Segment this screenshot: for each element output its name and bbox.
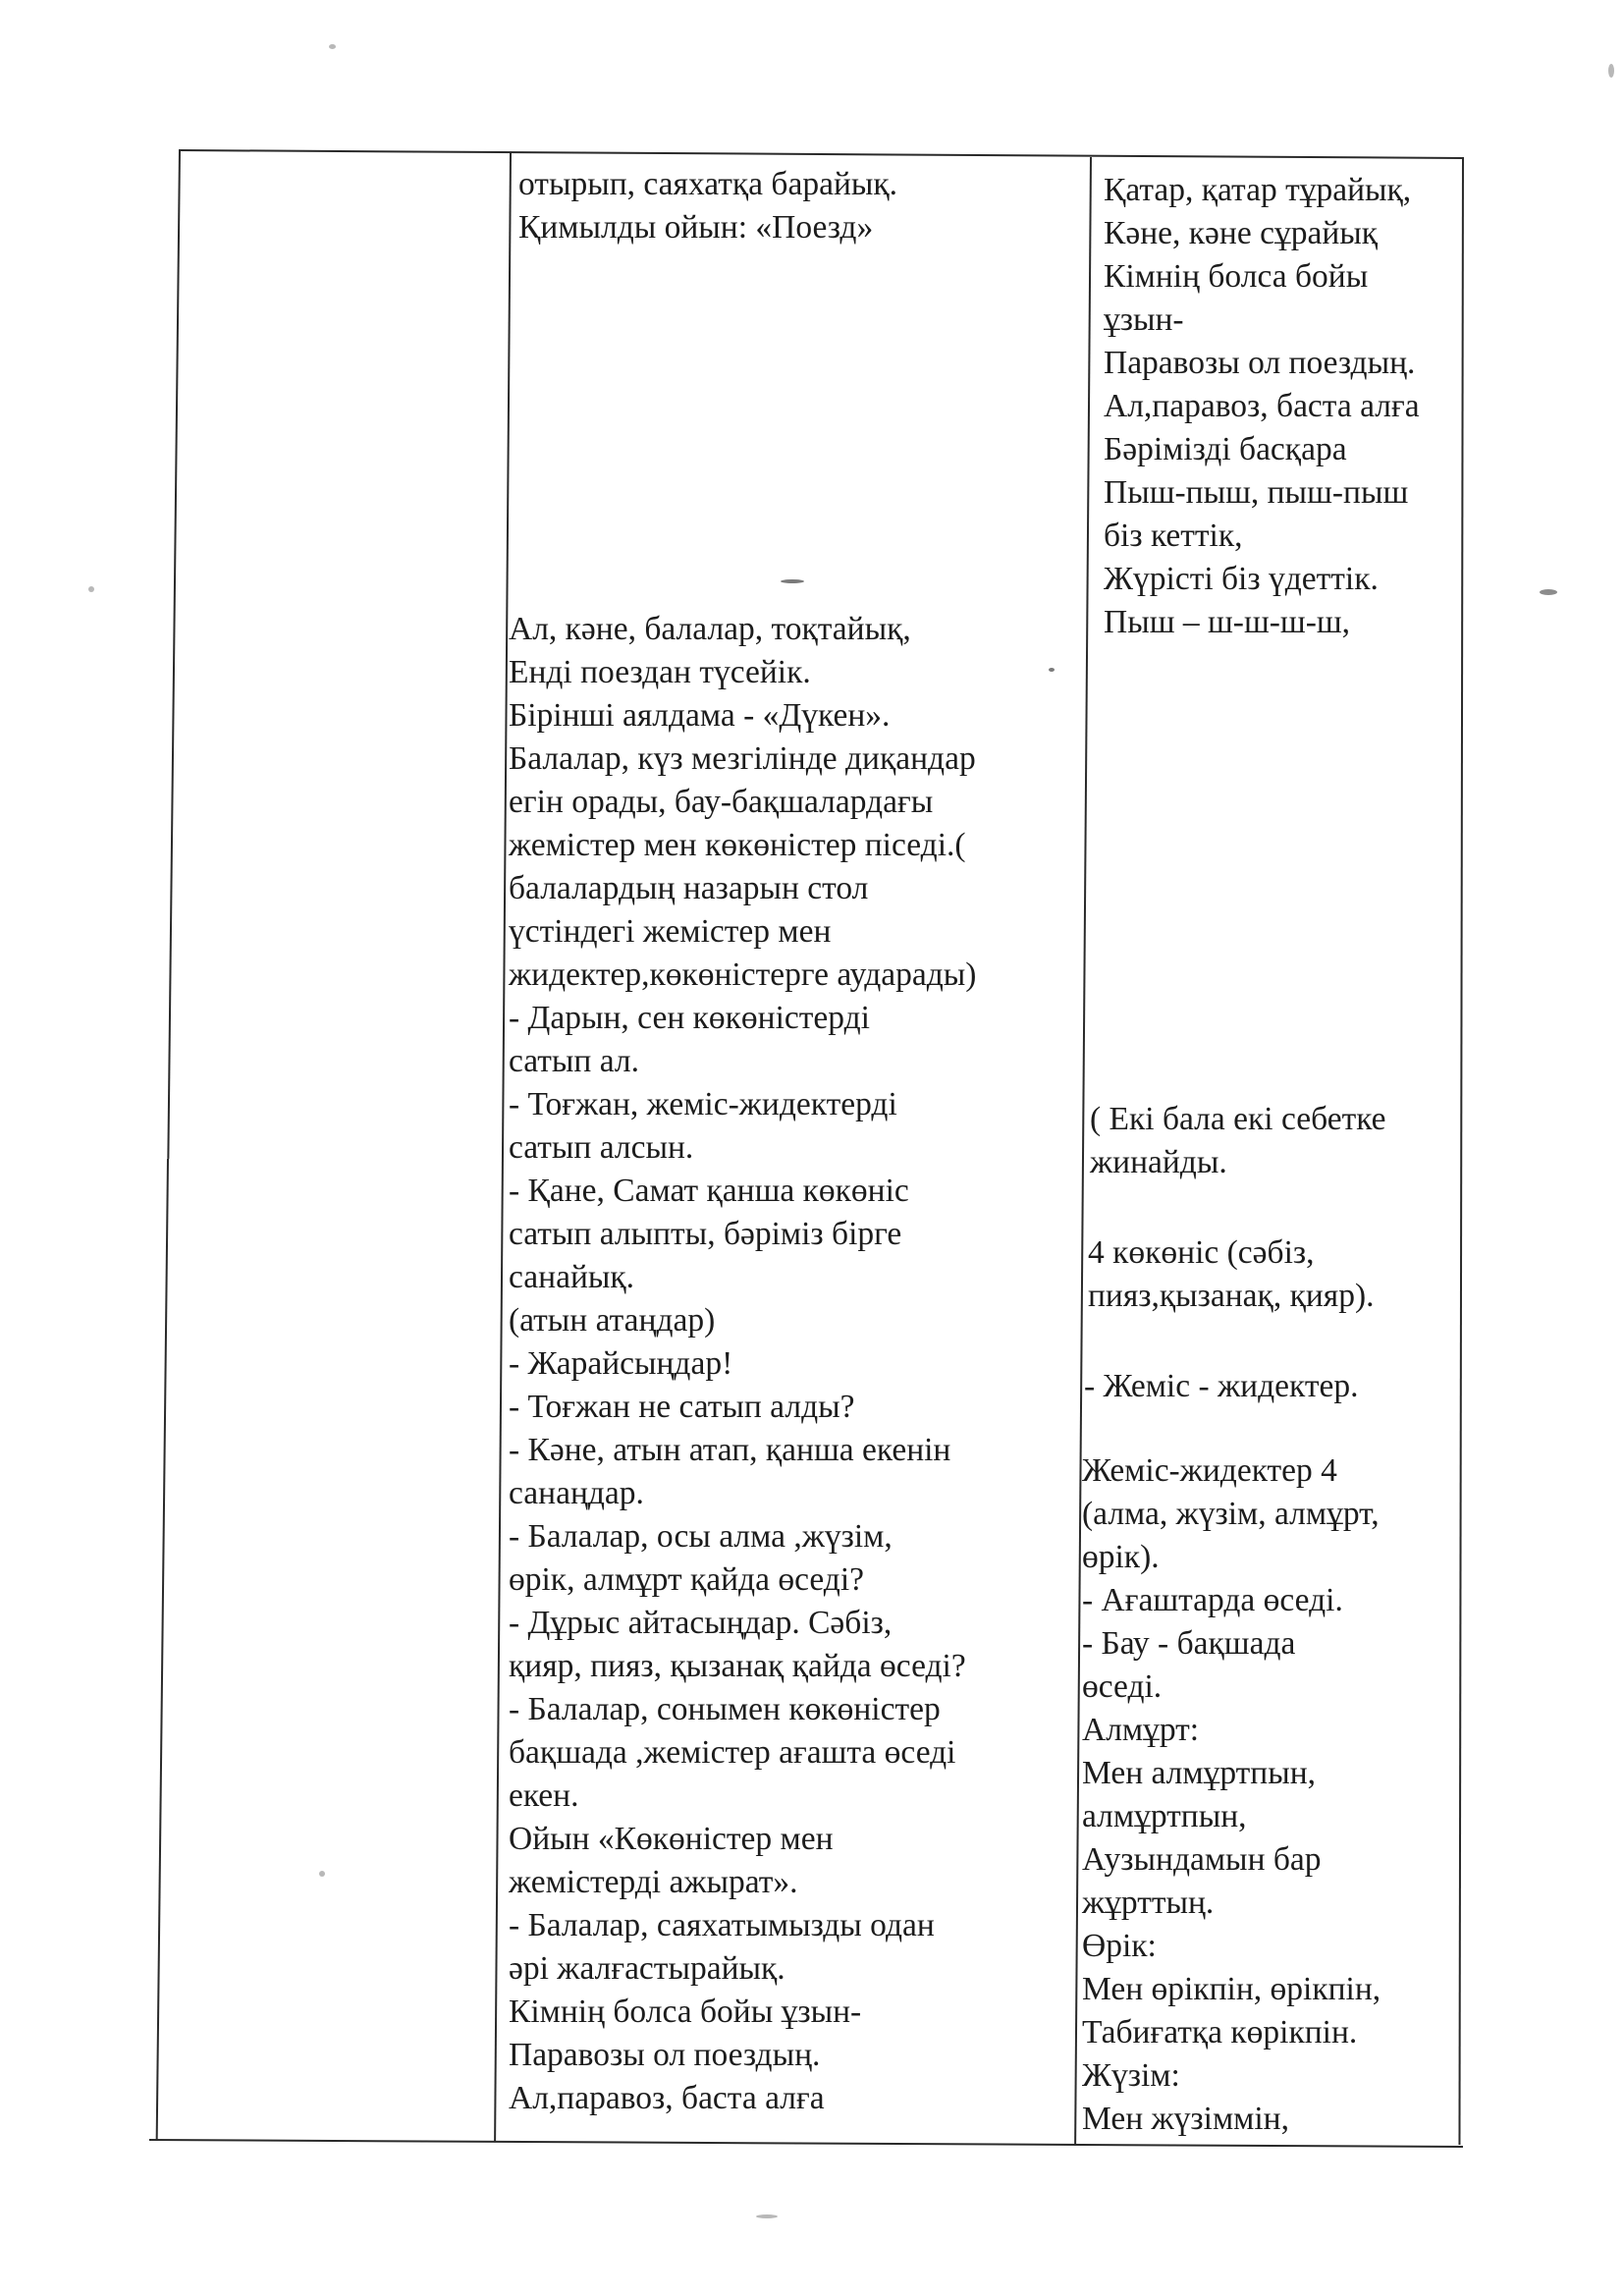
text-line: Жеміс-жидектер 4: [1082, 1452, 1337, 1489]
text-line: Енді поездан түсейік.: [509, 654, 811, 690]
text-line: отырып, саяхатқа барайық.: [518, 166, 898, 202]
text-line: жинайды.: [1090, 1144, 1227, 1180]
right-column-note-fruits: [1084, 1365, 1358, 1408]
text-line: жемістер мен көкөністер піседі.(: [509, 827, 966, 863]
text-line: Аузындамын бар: [1082, 1841, 1322, 1878]
text-line: санаңдар.: [509, 1475, 644, 1511]
text-line: Ал,паравоз, баста алға: [1104, 388, 1420, 424]
text-line: Мен өрікпін, өрікпін,: [1082, 1971, 1381, 2007]
table-left-border-lower: [156, 1159, 169, 2141]
text-line: - Дұрыс айтасыңдар. Сәбіз,: [509, 1605, 893, 1641]
text-line: - Тоғжан, жеміс-жидектерді: [509, 1086, 897, 1122]
text-line: үстіндегі жемістер мен: [509, 913, 832, 950]
scan-speck: [319, 1871, 325, 1877]
text-line: - Бау - бақшада: [1082, 1625, 1296, 1662]
right-column-poem: [1104, 169, 1420, 644]
text-line: - Ағаштарда өседі.: [1082, 1582, 1343, 1618]
text-line: - Балалар, саяхатымызды одан: [509, 1907, 935, 1943]
text-line: екен.: [509, 1777, 579, 1814]
scan-speck: [1540, 589, 1557, 595]
text-line: Пыш – ш-ш-ш-ш,: [1104, 604, 1351, 640]
text-line: Табиғатқа көрікпін.: [1082, 2014, 1358, 2050]
middle-column-lesson-text: [509, 608, 976, 2120]
text-line: Балалар, күз мезгілінде диқандар: [509, 740, 976, 777]
text-line: Өрік:: [1082, 1928, 1157, 1964]
text-line: - Қане, Самат қанша көкөніс: [509, 1173, 909, 1209]
text-line: Қимылды ойын: «Поезд»: [518, 209, 874, 246]
right-column-note-baskets: [1090, 1098, 1386, 1184]
text-line: Кімнің болса бойы: [1104, 258, 1369, 295]
text-line: Ал, кәне, балалар, тоқтайық,: [509, 611, 911, 647]
text-line: біз кеттік,: [1104, 518, 1243, 554]
table-right-border: [1458, 157, 1464, 2145]
text-line: - Жеміс - жидектер.: [1084, 1368, 1359, 1404]
text-line: Мен алмұртпын,: [1082, 1755, 1317, 1791]
text-line: егін орады, бау-бақшалардағы: [509, 784, 934, 820]
text-line: жемістерді ажырат».: [509, 1864, 798, 1900]
text-line: Ал,паравоз, баста алға: [509, 2080, 825, 2116]
text-line: Кәне, кәне сұрайық: [1104, 215, 1379, 251]
scan-speck: [88, 586, 94, 592]
text-line: Бірінші аялдама - «Дүкен».: [509, 697, 891, 734]
scan-speck: [781, 579, 804, 583]
text-line: (алма, жүзім, алмұрт,: [1082, 1496, 1380, 1532]
table-top-border: [180, 149, 1462, 159]
text-line: сатып алсын.: [509, 1129, 694, 1166]
text-line: өрік).: [1082, 1539, 1160, 1575]
text-line: Кімнің болса бойы ұзын-: [509, 1994, 862, 2030]
scan-speck: [1049, 668, 1055, 672]
text-line: пияз,қызанақ, қияр).: [1088, 1278, 1375, 1314]
text-line: ұзын-: [1104, 301, 1184, 338]
text-line: бақшада ,жемістер ағашта өседі: [509, 1734, 956, 1771]
text-line: Жүрісті біз үдеттік.: [1104, 561, 1379, 597]
text-line: алмұртпын,: [1082, 1798, 1247, 1834]
text-line: - Кәне, атын атап, қанша екенін: [509, 1432, 951, 1468]
scan-speck: [1608, 64, 1614, 78]
scan-speck: [329, 44, 336, 49]
text-line: санайық.: [509, 1259, 635, 1295]
text-line: - Балалар, сонымен көкөністер: [509, 1691, 941, 1727]
text-line: - Дарын, сен көкөністерді: [509, 1000, 870, 1036]
text-line: жұрттың.: [1082, 1885, 1215, 1921]
text-line: Бәрімізді басқара: [1104, 431, 1347, 467]
text-line: өседі.: [1082, 1668, 1163, 1705]
text-line: 4 көкөніс (сәбіз,: [1088, 1234, 1315, 1271]
right-column-note-vegetables: [1088, 1231, 1374, 1318]
text-line: сатып алыпты, бәріміз бірге: [509, 1216, 902, 1252]
text-line: Алмұрт:: [1082, 1712, 1200, 1748]
text-line: ( Екі бала екі себетке: [1090, 1101, 1386, 1137]
right-column-answers-and-poems: [1082, 1449, 1380, 2141]
text-line: Пыш-пыш, пыш-пыш: [1104, 474, 1409, 511]
table-left-border: [167, 149, 181, 1159]
text-line: әрі жалғастырайық.: [509, 1950, 785, 1987]
text-line: Қатар, қатар тұрайық,: [1104, 172, 1412, 208]
text-line: Мен жүзіммін,: [1082, 2101, 1289, 2137]
text-line: Жүзім:: [1082, 2057, 1180, 2094]
text-line: балалардың назарын стол: [509, 870, 869, 906]
text-line: сатып ал.: [509, 1043, 639, 1079]
text-line: Паравозы ол поездың.: [509, 2037, 821, 2073]
text-line: Ойын «Көкөністер мен: [509, 1821, 834, 1857]
text-line: өрік, алмұрт қайда өседі?: [509, 1561, 865, 1598]
text-line: жидектер,көкөністерге аударады): [509, 957, 977, 993]
text-line: - Жарайсыңдар!: [509, 1345, 733, 1382]
middle-column-intro: [518, 163, 897, 249]
text-line: Паравозы ол поездың.: [1104, 345, 1416, 381]
text-line: - Балалар, осы алма ,жүзім,: [509, 1518, 893, 1555]
scan-speck: [756, 2214, 778, 2218]
text-line: - Тоғжан не сатып алды?: [509, 1389, 855, 1425]
text-line: (атын атаңдар): [509, 1302, 716, 1339]
text-line: қияр, пияз, қызанақ қайда өседі?: [509, 1648, 966, 1684]
